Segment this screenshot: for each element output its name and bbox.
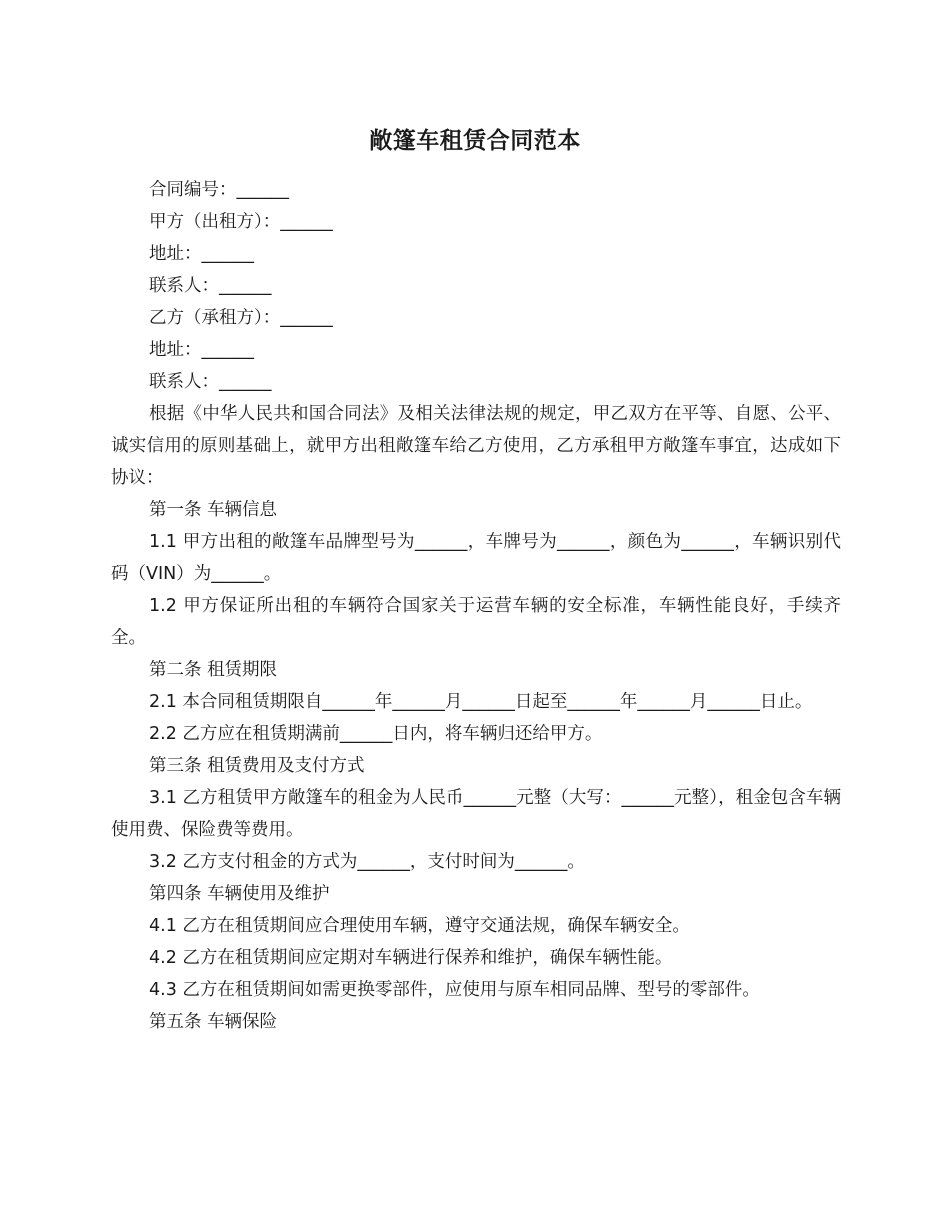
preamble-paragraph: 根据《中华人民共和国合同法》及相关法律法规的规定，甲乙双方在平等、自愿、公平、诚实信用的原则基础上，就甲方出租敞篷车给乙方使用，乙方承租甲方敞篷车事宜，达成如下协议： — [111, 404, 841, 488]
clause-4-1: 4.1 乙方在租赁期间应合理使用车辆，遵守交通法规，确保车辆安全。 — [149, 916, 690, 936]
party-a-address-field: 地址：______ — [149, 244, 254, 264]
article-3-heading: 第三条 租赁费用及支付方式 — [149, 756, 365, 776]
clause-4-3: 4.3 乙方在租赁期间如需更换零部件，应使用与原车相同品牌、型号的零部件。 — [149, 980, 760, 1000]
clause-1-2: 1.2 甲方保证所出租的车辆符合国家关于运营车辆的安全标准，车辆性能良好，手续齐全。 — [111, 596, 841, 648]
clause-3-2: 3.2 乙方支付租金的方式为______，支付时间为______。 — [149, 852, 585, 872]
party-b-address-field: 地址：______ — [149, 340, 254, 360]
party-a-contact-field: 联系人：______ — [149, 276, 272, 296]
article-5-heading: 第五条 车辆保险 — [149, 1012, 278, 1032]
clause-2-2: 2.2 乙方应在租赁期满前______日内，将车辆归还给甲方。 — [149, 724, 603, 744]
party-b-field: 乙方（承租方）：______ — [149, 308, 333, 328]
party-b-contact-field: 联系人：______ — [149, 372, 272, 392]
party-a-field: 甲方（出租方）：______ — [149, 212, 333, 232]
article-1-heading: 第一条 车辆信息 — [149, 500, 278, 520]
document-body — [111, 174, 841, 1038]
document-title: 敞篷车租赁合同范本 — [369, 128, 581, 154]
article-2-heading: 第二条 租赁期限 — [149, 660, 278, 680]
clause-3-1: 3.1 乙方租赁甲方敞篷车的租金为人民币______元整（大写：______元整），租金包含车辆使用费、保险费等费用。 — [111, 788, 841, 840]
article-4-heading: 第四条 车辆使用及维护 — [149, 884, 330, 904]
clause-4-2: 4.2 乙方在租赁期间应定期对车辆进行保养和维护，确保车辆性能。 — [149, 948, 673, 968]
clause-2-1: 2.1 本合同租赁期限自______年______月______日起至______年______月______日止。 — [149, 692, 813, 712]
clause-1-1: 1.1 甲方出租的敞篷车品牌型号为______，车牌号为______，颜色为______，车辆识别代码（VIN）为______。 — [111, 532, 841, 584]
contract-number-field: 合同编号：______ — [149, 180, 289, 200]
